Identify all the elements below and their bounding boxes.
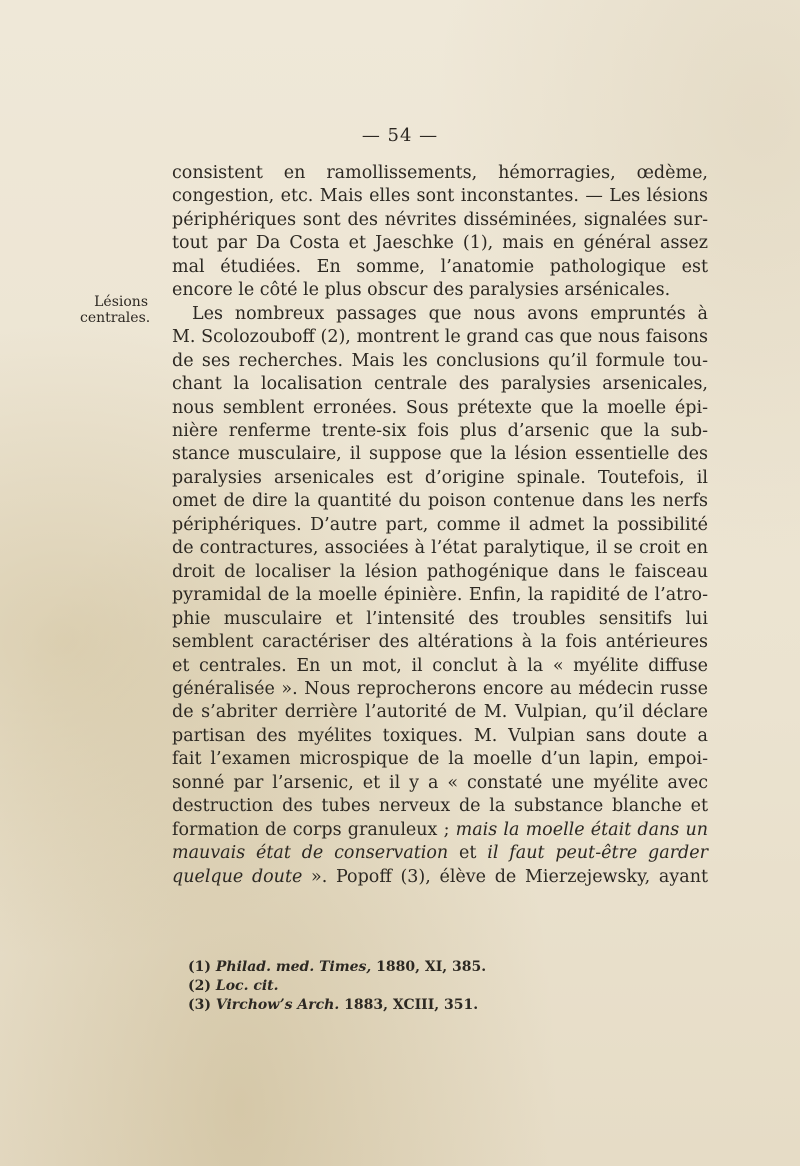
text-line: partisan des myélites toxiques. M. Vulpian sans doute a <box>172 725 708 746</box>
text-line: pyramidal de la moelle épinière. Enfin, la rapidité de l’atro- <box>172 585 708 606</box>
margin-note-line: Lésions <box>94 294 148 310</box>
text-line: consistent en ramollissements, hémorragies, œdème, <box>172 163 708 183</box>
margin-note <box>80 294 151 326</box>
text-line: périphériques sont des névrites disséminées, signalées sur- <box>172 209 708 230</box>
text-line: tout par Da Costa et Jaeschke (1), mais en général assez <box>172 233 708 254</box>
text-line <box>172 819 708 842</box>
text-line: sonné par l’arsenic, et il y a « constaté une myélite avec <box>172 772 708 793</box>
text-line: stance musculaire, il suppose que la lésion essentielle des <box>172 444 708 465</box>
text-line <box>172 842 708 865</box>
footnotes <box>188 958 486 1015</box>
text-run: formation de corps granuleux ; <box>172 819 456 840</box>
text-line: congestion, etc. Mais elles sont inconstantes. — Les lésions <box>172 186 708 207</box>
text-line: paralysies arsenicales est d’origine spinale. Toutefois, il <box>172 467 708 488</box>
text-line: omet de dire la quantité du poison contenue dans les nerfs <box>172 491 708 512</box>
text-line: de contractures, associées à l’état paralytique, il se croit en <box>172 538 708 559</box>
text-line: phie musculaire et l’intensité des troubles sensitifs lui <box>172 608 708 629</box>
page-number: — 54 — <box>361 125 439 146</box>
text-line: de ses recherches. Mais les conclusions qu’il formule tou- <box>172 350 708 371</box>
footnote-source: Philad. med. Times, <box>215 959 372 975</box>
text-run: ». Popoff (3), élève de Mierzejewsky, ayant <box>302 866 708 887</box>
footnote <box>188 996 486 1015</box>
text-line: encore le côté le plus obscur des paralysies arsénicales. <box>172 280 671 301</box>
footnote-number: (3) <box>188 997 216 1013</box>
text-line: périphériques. D’autre part, comme il admet la possibilité <box>172 514 708 535</box>
text-line: destruction des tubes nerveux de la substance blanche et <box>172 796 708 817</box>
text-line: nous semblent erronées. Sous prétexte que la moelle épi- <box>172 397 708 418</box>
footnote <box>188 958 486 977</box>
italic-run: mauvais état de conservation <box>172 843 449 864</box>
text-line <box>172 866 708 889</box>
italic-run: quelque doute <box>172 866 303 887</box>
footnote-source: Virchow’s Arch. <box>215 997 340 1013</box>
text-line: chant la localisation centrale des paralysies arsenicales, <box>172 374 708 395</box>
text-line: et centrales. En un mot, il conclut à la « myélite diffuse <box>172 655 708 676</box>
body-text <box>172 162 708 889</box>
footnote-ref: 1880, XI, 385. <box>371 959 487 975</box>
text-line: fait l’examen microspique de la moelle d’un lapin, empoi- <box>172 749 708 770</box>
footnote <box>188 977 486 996</box>
footnote-source: Loc. cit. <box>215 978 279 994</box>
italic-run: mais la moelle était dans un <box>455 819 708 840</box>
italic-run: il faut peut-être garder <box>487 843 708 864</box>
text-line: M. Scolozouboff (2), montrent le grand cas que nous faisons <box>172 327 708 348</box>
margin-note-line: centrales. <box>80 310 151 326</box>
footnote-ref: 1883, XCIII, 351. <box>339 997 479 1013</box>
text-line: généralisée ». Nous reprocherons encore au médecin russe <box>172 678 708 699</box>
text-line: de s’abriter derrière l’autorité de M. Vulpian, qu’il déclare <box>172 702 708 723</box>
text-line: droit de localiser la lésion pathogénique dans le faisceau <box>172 561 708 582</box>
text-line: semblent caractériser des altérations à la fois antérieures <box>172 632 708 653</box>
footnote-number: (2) <box>188 978 216 994</box>
text-run: et <box>448 843 488 864</box>
text-line: nière renferme trente-six fois plus d’arsenic que la sub- <box>172 420 708 441</box>
text-line: Les nombreux passages que nous avons empruntés à <box>192 303 708 324</box>
text-line: mal étudiées. En somme, l’anatomie pathologique est <box>172 256 708 277</box>
footnote-number: (1) <box>188 959 216 975</box>
